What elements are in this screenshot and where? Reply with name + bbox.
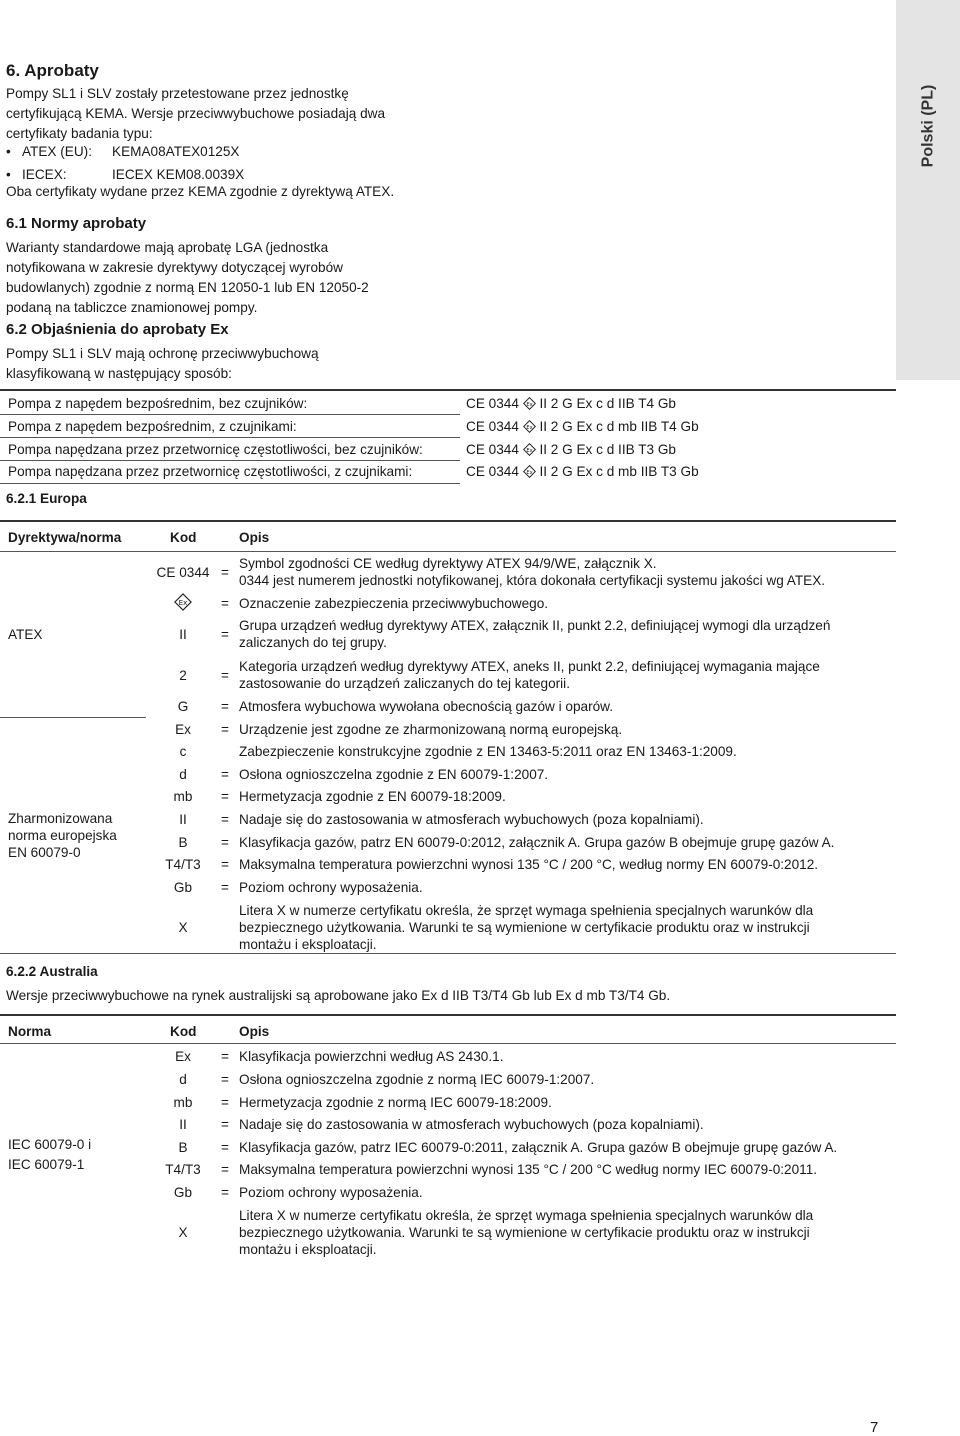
kod-cell (148, 593, 218, 613)
opis-line: Nadaje się do zastosowania w atmosferach wybuchowych (poza kopalniami). (239, 812, 704, 827)
opis-line: montażu i eksploatacji. (239, 1242, 377, 1257)
bullet-atex: • ATEX (EU): KEMA08ATEX0125X (6, 144, 240, 159)
opis-cell (239, 555, 889, 589)
opis-line: Hermetyzacja zgodnie z EN 60079-18:2009. (239, 789, 506, 804)
kod-cell: X (178, 1225, 188, 1240)
bullet-value: IECEX KEM08.0039X (112, 167, 245, 182)
table-rule (0, 520, 896, 522)
opis-cell (239, 811, 889, 828)
opis-line: Zabezpieczenie konstrukcyjne zgodnie z EN 13463-5:2011 oraz EN 13463-1:2009. (239, 744, 737, 759)
opis-cell (239, 743, 889, 760)
group-harmonized (8, 810, 117, 861)
table-rule (0, 551, 896, 552)
opis-line: Klasyfikacja gazów, patrz IEC 60079-0:2011, załącznik A. Grupa gazów B obejmuje grupę gazów A. (239, 1140, 838, 1155)
group-iec (8, 1136, 91, 1173)
opis-line: 0344 jest numerem jednostki notyfikowanej, która dokonała certyfikacji systemu jakości wg ATEX. (239, 573, 826, 588)
table-rule (0, 460, 460, 461)
opis-cell (239, 834, 889, 851)
group-line: norma europejska (8, 828, 117, 843)
opis-line: Maksymalna temperatura powierzchni wynosi 135 °C / 200 °C według normy IEC 60079-0:2011. (239, 1162, 818, 1177)
opis-cell (239, 1048, 889, 1065)
bullet-iecex: • IECEX: IECEX KEM08.0039X (6, 167, 245, 182)
opis-line: Grupa urządzeń według dyrektywy ATEX, załącznik II, punkt 2.2, definiującej wymogi dla urządzeń (239, 618, 831, 633)
equals-sign: = (221, 722, 229, 737)
australia-intro: Wersje przeciwwybuchowe na rynek australijski są aprobowane jako Ex d IIB T3/T4 Gb lub Ex d mb T3/T4 Gb. (6, 988, 671, 1003)
equals-sign: = (221, 1185, 229, 1200)
kod-cell: B (178, 1140, 188, 1155)
section-title-europa: 6.2.1 Europa (6, 491, 87, 506)
svg-text:Ex: Ex (526, 401, 533, 408)
opis-line: Poziom ochrony wyposażenia. (239, 1185, 423, 1200)
ce-prefix: CE 0344 (466, 464, 519, 479)
opis-line: Hermetyzacja zgodnie z normą IEC 60079-18:2009. (239, 1095, 552, 1110)
bullet-value: KEMA08ATEX0125X (112, 144, 240, 159)
opis-line: zaliczanych do tej grupy. (239, 635, 387, 650)
opis-cell (239, 879, 889, 896)
opis-cell (239, 658, 889, 692)
equals-sign: = (221, 1049, 229, 1064)
equals-sign: = (221, 1162, 229, 1177)
table-rule (0, 414, 460, 415)
opis-cell (239, 595, 889, 612)
text-line: certyfikującą KEMA. Wersje przeciwwybuchowe posiadają dwa (6, 106, 386, 121)
section-title-normy: 6.1 Normy aprobaty (6, 215, 147, 232)
header-opis: Opis (239, 530, 270, 545)
text-line: klasyfikowaną w następujący sposób: (6, 366, 232, 381)
ce-prefix: CE 0344 (466, 396, 519, 411)
kod-cell: c (179, 744, 187, 759)
kod-cell: II (179, 1117, 187, 1132)
equals-sign: = (221, 668, 229, 683)
kod-cell: T4/T3 (165, 1162, 201, 1177)
text-line: certyfikaty badania typu: (6, 126, 153, 141)
header-dyrektywa: Dyrektywa/norma (8, 530, 122, 545)
equals-sign: = (221, 1117, 229, 1132)
opis-line: Litera X w numerze certyfikatu określa, że sprzęt wymaga spełnienia specjalnych warunków dla (239, 903, 814, 918)
kod-cell: II (179, 812, 187, 827)
group-line: Zharmonizowana (8, 811, 113, 826)
header-kod: Kod (170, 1024, 197, 1039)
opis-cell (239, 788, 889, 805)
language-side-tab (896, 0, 960, 380)
group-atex: ATEX (8, 627, 43, 642)
text-line: Warianty standardowe mają aprobatę LGA (jednostka (6, 240, 329, 255)
equals-sign: = (221, 1072, 229, 1087)
equals-sign: = (221, 1095, 229, 1110)
header-norma: Norma (8, 1024, 52, 1039)
section61-body (6, 239, 369, 316)
kod-cell: d (179, 767, 187, 782)
opis-line: Kategoria urządzeń według dyrektywy ATEX, aneks II, punkt 2.2, definiującej wymagania mające (239, 659, 820, 674)
kod-cell: II (179, 627, 187, 642)
ex-code: II 2 G Ex c d mb IIB T4 Gb (539, 419, 699, 434)
section62-body (6, 345, 319, 382)
opis-cell (239, 856, 889, 873)
table-rule (0, 483, 460, 484)
kod-cell: mb (173, 789, 193, 804)
kod-cell: B (178, 835, 188, 850)
classification-code (466, 418, 699, 435)
equals-sign: = (221, 880, 229, 895)
ce-prefix: CE 0344 (466, 442, 519, 457)
table-rule (0, 1014, 896, 1016)
opis-line: Poziom ochrony wyposażenia. (239, 880, 423, 895)
opis-line: Urządzenie jest zgodne ze zharmonizowaną normą europejską. (239, 722, 623, 737)
ex-mark-icon (174, 593, 192, 611)
equals-sign: = (221, 812, 229, 827)
opis-cell (239, 617, 889, 651)
language-tab-label: Polski (PL) (919, 84, 937, 168)
opis-line: Atmosfera wybuchowa wywołana obecnością gazów i oparów. (239, 699, 614, 714)
opis-line: Maksymalna temperatura powierzchni wynosi 135 °C / 200 °C, według normy EN 60079-0:2012. (239, 857, 819, 872)
header-kod: Kod (170, 530, 197, 545)
section-title-australia: 6.2.2 Australia (6, 964, 98, 979)
opis-line: Klasyfikacja gazów, patrz EN 60079-0:2012, załącznik A. Grupa gazów B obejmuje grupę gazów A. (239, 835, 835, 850)
ex-code: II 2 G Ex c d mb IIB T3 Gb (539, 464, 699, 479)
svg-text:Ex: Ex (178, 598, 188, 608)
equals-sign: = (221, 627, 229, 642)
opis-cell (239, 1094, 889, 1111)
kod-cell: T4/T3 (165, 857, 201, 872)
opis-cell (239, 721, 889, 738)
kod-cell: d (179, 1072, 187, 1087)
equals-sign: = (221, 789, 229, 804)
opis-line: Klasyfikacja powierzchni według AS 2430.1. (239, 1049, 504, 1064)
kod-cell: Ex (175, 722, 191, 737)
ex-mark-icon (523, 465, 536, 478)
opis-line: Osłona ognioszczelna zgodnie z EN 60079-1:2007. (239, 767, 549, 782)
opis-line: montażu i eksploatacji. (239, 937, 377, 952)
text-line: podaną na tabliczce znamionowej pompy. (6, 300, 258, 315)
text-line: notyfikowana w zakresie dyrektywy dotyczącej wyrobów (6, 260, 343, 275)
table-rule (0, 1043, 896, 1044)
table-rule (0, 953, 896, 954)
equals-sign: = (221, 767, 229, 782)
equals-sign: = (221, 596, 229, 611)
equals-sign: = (221, 1140, 229, 1155)
kod-cell: G (177, 699, 189, 714)
kod-cell: Ex (175, 1049, 191, 1064)
ex-mark-icon (523, 397, 536, 410)
opis-line: Symbol zgodności CE według dyrektywy ATEX 94/9/WE, załącznik X. (239, 556, 657, 571)
kod-cell: X (178, 920, 188, 935)
opis-cell (239, 698, 889, 715)
opis-cell (239, 1161, 889, 1178)
group-line: IEC 60079-1 (8, 1157, 85, 1172)
section-title-objasnienia: 6.2 Objaśnienia do aprobaty Ex (6, 321, 229, 338)
classification-desc: Pompa z napędem bezpośrednim, bez czujników: (8, 396, 308, 411)
equals-sign: = (221, 699, 229, 714)
text-line: Pompy SL1 i SLV mają ochronę przeciwwybuchową (6, 346, 319, 361)
kod-cell: mb (173, 1095, 193, 1110)
group-line: IEC 60079-0 i (8, 1137, 92, 1152)
opis-line: bezpiecznego użytkowania. Warunki te są wymienione w certyfikacie produktu oraz w instrukcji (239, 920, 810, 935)
classification-desc: Pompa napędzana przez przetwornicę częstotliwości, bez czujników: (8, 442, 423, 457)
classification-desc: Pompa napędzana przez przetwornicę częstotliwości, z czujnikami: (8, 464, 413, 479)
kod-cell: CE 0344 (156, 565, 210, 580)
opis-cell (239, 1207, 889, 1258)
table-rule (0, 437, 460, 438)
opis-line: Oznaczenie zabezpieczenia przeciwwybuchowego. (239, 596, 549, 611)
ex-code: II 2 G Ex c d IIB T3 Gb (539, 442, 676, 457)
opis-cell (239, 1116, 889, 1133)
table-rule (0, 389, 896, 391)
header-opis: Opis (239, 1024, 270, 1039)
classification-code (466, 441, 676, 458)
classification-desc: Pompa z napędem bezpośrednim, z czujnikami: (8, 419, 297, 434)
opis-cell (239, 766, 889, 783)
group-line: EN 60079-0 (8, 845, 81, 860)
classification-code (466, 395, 676, 412)
svg-text:Ex: Ex (526, 469, 533, 476)
kod-cell: Gb (173, 1185, 193, 1200)
section6-intro (6, 85, 385, 142)
opis-line: Litera X w numerze certyfikatu określa, że sprzęt wymaga spełnienia specjalnych warunków dla (239, 1208, 814, 1223)
section-title-aprobaty: 6. Aprobaty (6, 61, 99, 80)
ex-mark-icon (523, 420, 536, 433)
opis-line: bezpiecznego użytkowania. Warunki te są wymienione w certyfikacie produktu oraz w instrukcji (239, 1225, 810, 1240)
text-line: budowlanych) zgodnie z normą EN 12050-1 lub EN 12050-2 (6, 280, 369, 295)
equals-sign: = (221, 857, 229, 872)
bullet-name: IECEX: (22, 167, 67, 182)
group-divider (0, 717, 146, 718)
kod-cell: 2 (179, 668, 187, 683)
ex-code: II 2 G Ex c d IIB T4 Gb (539, 396, 676, 411)
opis-line: zastosowanie do urządzeń zaliczanych do tej kategorii. (239, 676, 570, 691)
svg-text:Ex: Ex (526, 447, 533, 454)
kod-cell: Gb (173, 880, 193, 895)
classification-code (466, 463, 699, 480)
equals-sign: = (221, 835, 229, 850)
text-line: Pompy SL1 i SLV zostały przetestowane przez jednostkę (6, 86, 349, 101)
svg-text:Ex: Ex (526, 424, 533, 431)
bullet-name: ATEX (EU): (22, 144, 92, 159)
equals-sign: = (221, 565, 229, 580)
opis-cell (239, 1071, 889, 1088)
opis-cell (239, 1184, 889, 1201)
page-number: 7 (870, 1419, 879, 1436)
opis-line: Osłona ognioszczelna zgodnie z normą IEC 60079-1:2007. (239, 1072, 595, 1087)
opis-cell (239, 1139, 889, 1156)
section6-closing: Oba certyfikaty wydane przez KEMA zgodnie z dyrektywą ATEX. (6, 184, 395, 199)
opis-cell (239, 902, 889, 953)
ce-prefix: CE 0344 (466, 419, 519, 434)
opis-line: Nadaje się do zastosowania w atmosferach wybuchowych (poza kopalniami). (239, 1117, 704, 1132)
ex-mark-icon (523, 443, 536, 456)
